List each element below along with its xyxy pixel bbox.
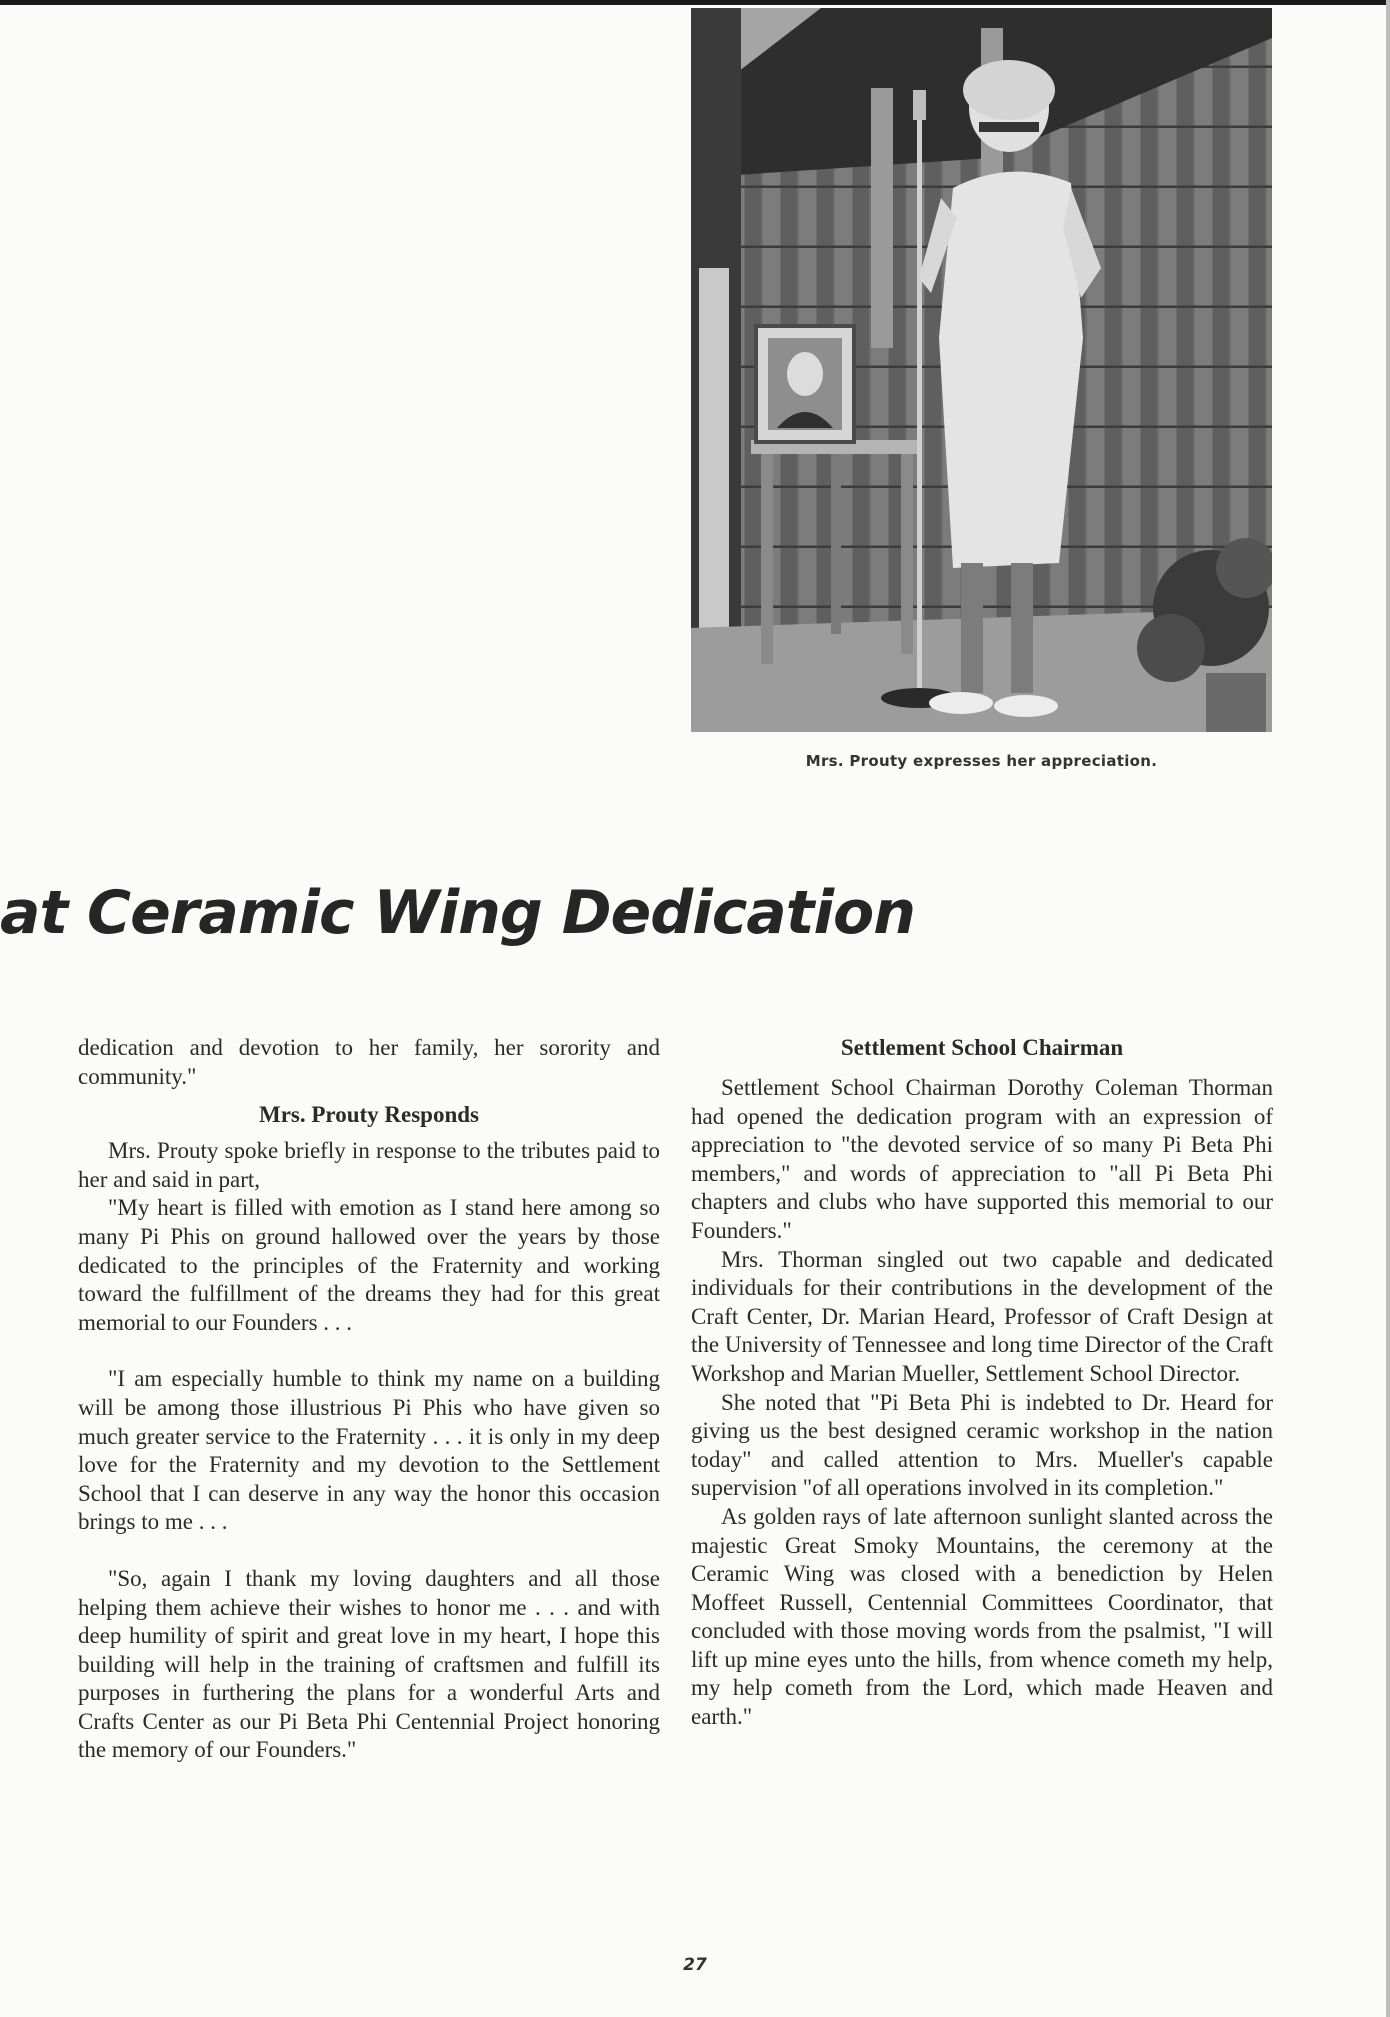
page-number: 27 [683, 1955, 707, 1975]
paragraph: Mrs. Thorman singled out two capable and dedicated individuals for their contributions in the development of the Craft Center, Dr. Marian Heard, Professor of Craft Design at the University of Tennessee and long time Director of the Craft Workshop and Marian Mueller, Settlement School Director. [691, 1246, 1273, 1386]
paragraph: She noted that "Pi Beta Phi is indebted to Dr. Heard for giving us the best designed ceramic workshop in the nation today" and called attention to Mrs. Mueller's capable supervision "of all operations involved in its completion." [691, 1389, 1273, 1501]
right-column [691, 1034, 1273, 1732]
paragraph: "So, again I thank my loving daughters and all those helping them achieve their wishes to honor me . . . and with deep humility of spirit and great love in my heart, I hope this building will help in the training of craftsmen and fulfill its purposes in furthering the plans for a wonderful Arts and Crafts Center as our Pi Beta Phi Centennial Project honoring the memory of our Founders." [78, 1565, 660, 1763]
paragraph: Mrs. Prouty spoke briefly in response to the tributes paid to her and said in part, [78, 1138, 660, 1192]
paragraph: "My heart is filled with emotion as I stand here among so many Pi Phis on ground hallowed over the years by those dedicated to the principles of the Fraternity and working toward the fulfillment of the dreams they had for this great memorial to our Founders . . . [78, 1195, 660, 1335]
paragraph: dedication and devotion to her family, her sorority and community." [78, 1035, 660, 1089]
top-border [0, 0, 1390, 5]
section-heading: Mrs. Prouty Responds [258, 1102, 479, 1128]
article-headline: at Ceramic Wing Dedication [0, 878, 915, 948]
paragraph: Settlement School Chairman Dorothy Coleman Thorman had opened the dedication program with an expression of appreciation to "the devoted service of so many Pi Beta Phi members," and words of appreciation to "all Pi Beta Phi chapters and clubs who have supported this memorial to our Founders." [691, 1075, 1273, 1243]
left-column [78, 1034, 660, 1765]
section-heading: Settlement School Chairman [840, 1035, 1124, 1060]
paragraph: "I am especially humble to think my name on a building will be among those illustrious Pi Phis who have given so much greater service to the Fraternity . . . it is only in my deep love for the Fraternity and my devotion to the Settlement School that I can deserve in any way the honor this occasion brings to me . . . [78, 1366, 660, 1535]
photo-mrs-prouty [691, 8, 1272, 732]
paragraph: As golden rays of late afternoon sunlight slanted across the majestic Great Smoky Mountains, the ceremony at the Ceramic Wing was closed with a benediction by Helen Moffeet Russell, Centennial Committees Coordinator, that concluded with those moving words from the psalmist, "I will lift up mine eyes unto the hills, from whence cometh my help, my help cometh from the Lord, which made Heaven and earth." [691, 1503, 1273, 1730]
photo-caption: Mrs. Prouty expresses her appreciation. [805, 752, 1158, 770]
photo-illustration [691, 8, 1272, 732]
right-border [1386, 0, 1390, 2017]
